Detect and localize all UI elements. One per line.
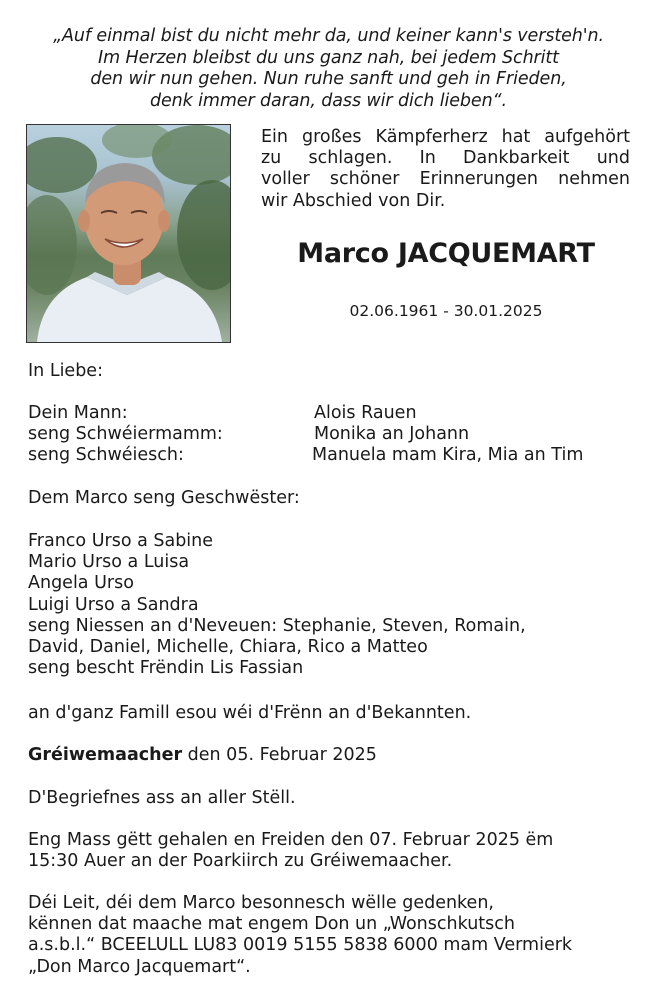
sibling-line: David, Daniel, Michelle, Chiara, Rico a Matteo — [28, 637, 428, 658]
farewell-text — [261, 127, 630, 212]
mass-line: 15:30 Auer an der Poarkiirch zu Gréiwemaacher. — [28, 851, 453, 872]
farewell-line: Ein großes Kämpferherz hat aufgehört — [261, 127, 630, 147]
donation-line: „Don Marco Jacquemart“. — [28, 956, 251, 977]
family-role: Dein Mann: — [28, 403, 128, 423]
family-list — [28, 403, 640, 467]
siblings-heading: Dem Marco seng Geschwëster: — [28, 488, 300, 508]
farewell-line: wir Abschied von Dir. — [261, 190, 446, 211]
donation-line: Déi Leit, déi dem Marco besonnesch wëlle gedenken, — [28, 893, 494, 913]
burial-block — [28, 788, 640, 809]
family-row — [28, 403, 640, 424]
farewell-line: voller schöner Erinnerungen nehmen — [261, 169, 630, 190]
mass-block — [28, 830, 640, 872]
siblings-heading-block — [28, 488, 640, 509]
family-friends-block — [28, 703, 640, 724]
deceased-name: Marco JACQUEMART — [297, 238, 595, 269]
quote-line: „Auf einmal bist du nicht mehr da, und keiner kann's versteh'n. — [53, 26, 604, 46]
mass-line: Eng Mass gëtt gehalen en Freiden den 07. Februar 2025 ëm — [28, 830, 554, 850]
sibling-line: Franco Urso a Sabine — [28, 531, 214, 551]
in-love-label: In Liebe: — [28, 361, 103, 381]
donation-block — [28, 893, 640, 978]
sibling-line: seng Niessen an d'Neveuen: Stephanie, Steven, Romain, — [28, 615, 526, 636]
place-name: Gréiwemaacher — [28, 745, 183, 765]
burial-line: D'Begriefnes ass an aller Stëll. — [28, 788, 296, 808]
donation-line: a.s.b.l.“ BCEELULL LU83 0019 5155 5838 6000 mam Vermierk — [28, 935, 573, 956]
sibling-line: Mario Urso a Luisa — [28, 552, 190, 573]
farewell-line: zu schlagen. In Dankbarkeit und — [261, 148, 630, 169]
family-row — [28, 445, 640, 466]
quote-line: den wir nun gehen. Nun ruhe sanft und geh in Frieden, — [90, 69, 567, 89]
family-names: Manuela mam Kira, Mia an Tim — [312, 445, 584, 466]
family-friends-line: an d'ganz Famill esou wéi d'Frënn an d'Bekannten. — [28, 703, 472, 723]
portrait-photo — [26, 124, 231, 343]
family-row — [28, 424, 640, 445]
place-date-block — [28, 745, 640, 766]
sibling-line: seng bescht Frëndin Lis Fassian — [28, 658, 304, 679]
donation-line: kënnen dat maache mat engem Don un „Wonschkutsch — [28, 914, 515, 935]
quote-line: Im Herzen bleibst du uns ganz nah, bei jedem Schritt — [98, 47, 559, 68]
sibling-line: Angela Urso — [28, 573, 134, 594]
family-names: Alois Rauen — [314, 403, 417, 423]
life-dates: 02.06.1961 - 30.01.2025 — [349, 302, 543, 320]
memorial-quote — [20, 26, 637, 112]
place-date-line — [28, 745, 640, 766]
in-love-heading — [28, 361, 640, 382]
siblings-list — [28, 531, 640, 679]
family-role: seng Schwéiermamm: — [28, 424, 223, 445]
family-role: seng Schwéiesch: — [28, 445, 184, 466]
quote-line: denk immer daran, dass wir dich lieben“. — [149, 90, 507, 111]
place-date: den 05. Februar 2025 — [182, 745, 377, 765]
family-names: Monika an Johann — [314, 424, 470, 445]
sibling-line: Luigi Urso a Sandra — [28, 594, 199, 615]
